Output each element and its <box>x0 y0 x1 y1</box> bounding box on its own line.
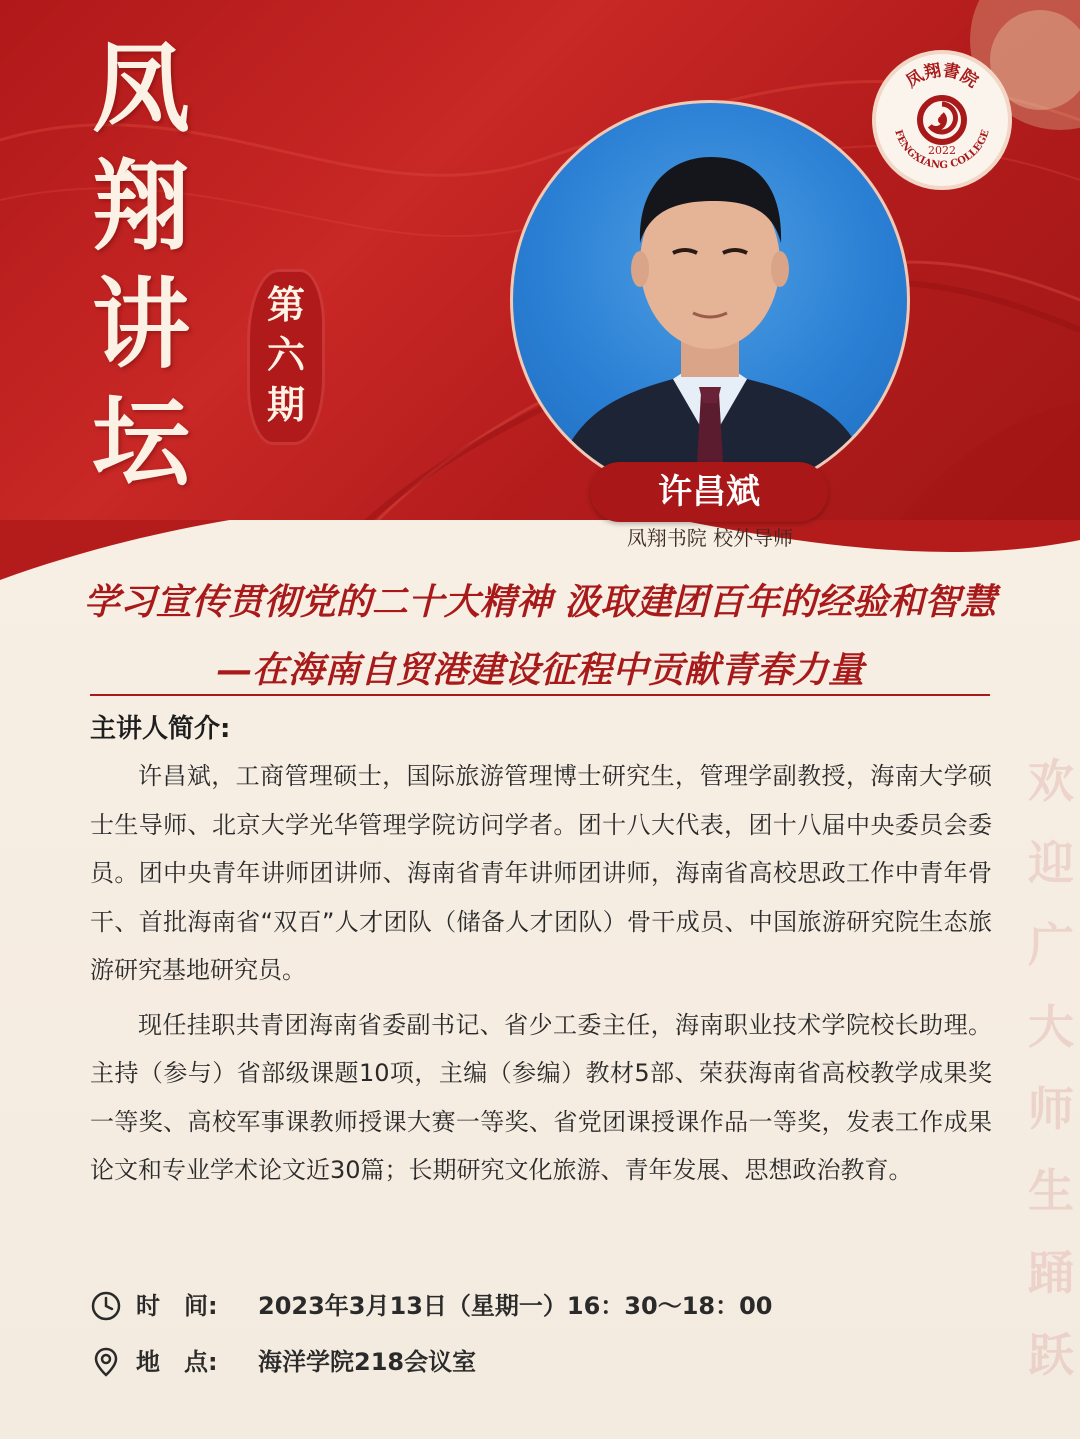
watermark-char: 迎 <box>1028 836 1074 890</box>
speaker-bio <box>90 752 992 1201</box>
event-place-label: 地 点: <box>136 1348 218 1376</box>
watermark-char: 生 <box>1028 1164 1074 1218</box>
welcome-watermark <box>1028 740 1080 1396</box>
forum-title-char: 凤 <box>92 31 191 146</box>
logo-english: FENGXIANG COLLEGE <box>892 128 992 172</box>
forum-title-char: 坛 <box>92 385 191 500</box>
watermark-char: 踊 <box>1028 1246 1074 1300</box>
event-place-value: 海洋学院218会议室 <box>258 1348 477 1376</box>
svg-text:凤翔書院 <box>903 59 982 92</box>
logo-year: 2022 <box>928 144 956 157</box>
watermark-char: 欢 <box>1028 754 1074 808</box>
issue-char: 六 <box>266 332 305 377</box>
speaker-photo <box>513 103 907 497</box>
event-time-value: 2023年3月13日（星期一）16：30～18：00 <box>258 1292 773 1320</box>
forum-title <box>92 30 212 502</box>
section-divider <box>90 694 990 696</box>
location-pin-icon <box>90 1346 122 1378</box>
issue-badge <box>250 272 322 442</box>
watermark-char: 师 <box>1028 1082 1074 1136</box>
issue-char: 第 <box>266 282 305 327</box>
forum-title-char: 翔 <box>92 149 191 264</box>
bio-paragraph: 许昌斌，工商管理硕士，国际旅游管理博士研究生，管理学副教授，海南大学硕士生导师、北京大学光华管理学院访问学者。团十八大代表，团十八届中央委员会委员。团中央青年讲师团讲师、海南省青年讲师团讲师，海南省高校思政工作中青年骨干、首批海南省“双百”人才团队（储备人才团队）骨干成员、中国旅游研究院生态旅游研究基地研究员。 <box>90 762 992 984</box>
headline-line-2: —在海南自贸港建设征程中贡献青春力量 <box>215 649 864 691</box>
headline-line-1: 学习宣传贯彻党的二十大精神 汲取建团百年的经验和智慧 <box>83 581 997 623</box>
watermark-char: 跃 <box>1028 1328 1074 1382</box>
speaker-role: 凤翔书院 校外导师 <box>626 526 794 550</box>
logo-name: 凤翔書院 <box>902 60 982 93</box>
speaker-name: 许昌斌 <box>590 462 828 522</box>
watermark-char: 广 <box>1028 918 1074 972</box>
clock-icon <box>90 1290 122 1322</box>
bio-paragraph: 现任挂职共青团海南省委副书记、省少工委主任，海南职业技术学院校长助理。主持（参与）省部级课题10项，主编（参编）教材5部、荣获海南省高校教学成果奖一等奖、高校军事课教师授课大赛一等奖、省党团课授课作品一等奖，发表工作成果论文和专业学术论文近30篇；长期研究文化旅游、青年发展、思想政治教育。 <box>90 1010 992 1184</box>
watermark-char: 大 <box>1028 1000 1074 1054</box>
event-time-label: 时 间: <box>136 1292 218 1320</box>
speaker-portrait <box>510 100 910 500</box>
bio-section-title: 主讲人简介: <box>90 714 231 744</box>
forum-title-char: 讲 <box>92 267 191 382</box>
issue-char: 期 <box>266 382 305 427</box>
